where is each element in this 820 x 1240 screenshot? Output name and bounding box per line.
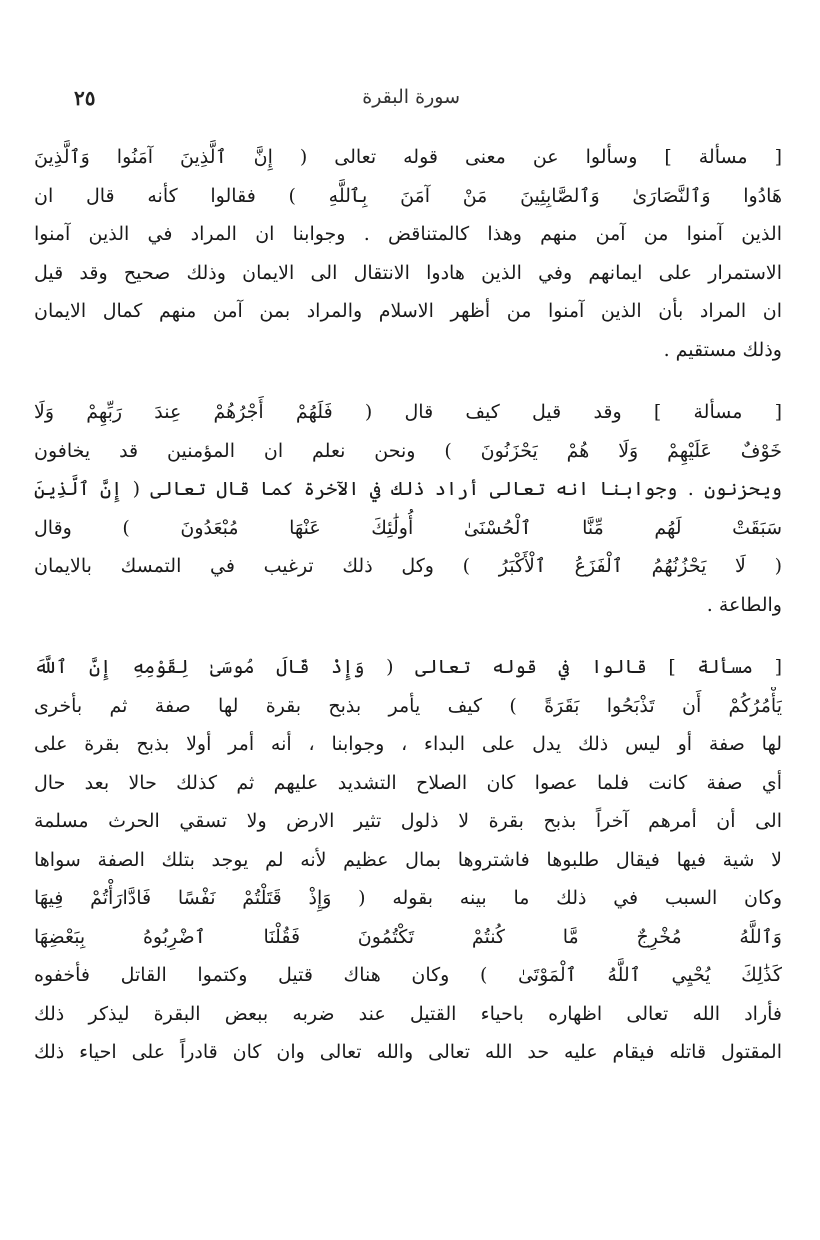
text-line: والطاعة . (706, 593, 782, 616)
paragraph-masala-1 (34, 138, 782, 369)
text-line: كَذَٰلِكَ يُحْيِي ٱللَّهُ ٱلْمَوْتَىٰ ) وكان هناك قتيل وكتموا القاتل فأخفوه (34, 964, 782, 986)
text-line: سَبَقَتْ لَهُم مِّنَّا ٱلْحُسْنَىٰ أُولَٰئِكَ عَنْهَا مُبْعَدُونَ ) وقال (34, 516, 782, 539)
text-line: ويحزنون . وجوابنا انه تعالى أراد ذلك في الآخرة كما قال تعالى ( إِنَّ ٱلَّذِينَ (34, 478, 782, 500)
text-line: وكان السبب في ذلك ما بينه بقوله ( وَإِذْ قَتَلْتُمْ نَفْسًا فَادَّارَأْتُمْ فِيهَا (34, 887, 782, 909)
text-line: ( لَا يَحْزُنُهُمُ ٱلْفَزَعُ ٱلْأَكْبَرُ ) وكل ذلك ترغيب في التمسك بالايمان (34, 555, 782, 577)
text-line: [ مسألة ] وسألوا عن معنى قوله تعالى ( إِنَّ ٱلَّذِينَ آمَنُوا وَٱلَّذِينَ (34, 146, 782, 168)
text-line: [ مسألة ] قالوا في قوله تعالى ( وَإِذْ قَالَ مُوسَىٰ لِقَوْمِهِ إِنَّ ٱللَّهَ (34, 656, 782, 678)
text-line: يَأْمُرُكُمْ أَن تَذْبَحُوا بَقَرَةً ) كيف يأمر بذبح بقرة لها صفة ثم بأخرى (34, 694, 782, 717)
text-line: الاستمرار على ايمانهم وفي الذين هادوا الانتقال الى الايمان وذلك صحيح وقد قيل (34, 261, 782, 284)
text-line: خَوْفٌ عَلَيْهِمْ وَلَا هُمْ يَحْزَنُونَ ) ونحن نعلم ان المؤمنين قد يخافون (34, 439, 782, 462)
text-line: الذين آمنوا من آمن منهم وهذا كالمتناقض . وجوابنا ان المراد في الذين آمنوا (34, 223, 782, 245)
text-line: أي صفة كانت فلما عصوا كان الصلاح التشديد عليهم ثم كذلك حالا بعد حال (34, 771, 782, 794)
page-header (60, 86, 760, 116)
text-line: وَٱللَّهُ مُخْرِجٌ مَّا كُنتُمْ تَكْتُمُونَ فَقُلْنَا ٱضْرِبُوهُ بِبَعْضِهَا (34, 925, 782, 948)
text-line: ان المراد بأن الذين آمنوا من أظهر الاسلام والمراد بمن آمن منهم كمال الايمان (34, 300, 782, 322)
text-line: وذلك مستقيم . (663, 338, 782, 361)
text-line: هَادُوا وَٱلنَّصَارَىٰ وَٱلصَّابِئِينَ مَنْ آمَنَ بِٱللَّهِ ) فقالوا كأنه قال ان (34, 184, 782, 207)
text-line: المقتول قاتله فيقام عليه حد الله تعالى والله تعالى وان كان قادراً على احياء ذلك (34, 1041, 782, 1063)
text-line: الى أن أمرهم آخراً بذبح بقرة لا ذلول تثير الارض ولا تسقي الحرث مسلمة (34, 810, 782, 832)
surah-title: سورة البقرة (362, 86, 460, 108)
text-line: لا شية فيها فيقال طلبوها فاشتروها بمال عظيم لأنه لم يوجد بتلك الصفة سواها (34, 848, 782, 871)
text-line: فأراد الله تعالى اظهاره باحياء القتيل عند ضربه ببعض البقرة ليذكر ذلك (34, 1002, 782, 1025)
paragraph-masala-3 (34, 648, 782, 1072)
paragraph-masala-2 (34, 393, 782, 624)
page-body (34, 138, 782, 1096)
text-line: [ مسألة ] وقد قيل كيف قال ( فَلَهُمْ أَجْرُهُمْ عِندَ رَبِّهِمْ وَلَا (34, 401, 782, 423)
page-number: ٢٥ (74, 86, 96, 110)
text-line: لها صفة أو ليس ذلك يدل على البداء ، وجوابنا ، أنه أمر أولا بذبح بقرة على (34, 733, 782, 755)
